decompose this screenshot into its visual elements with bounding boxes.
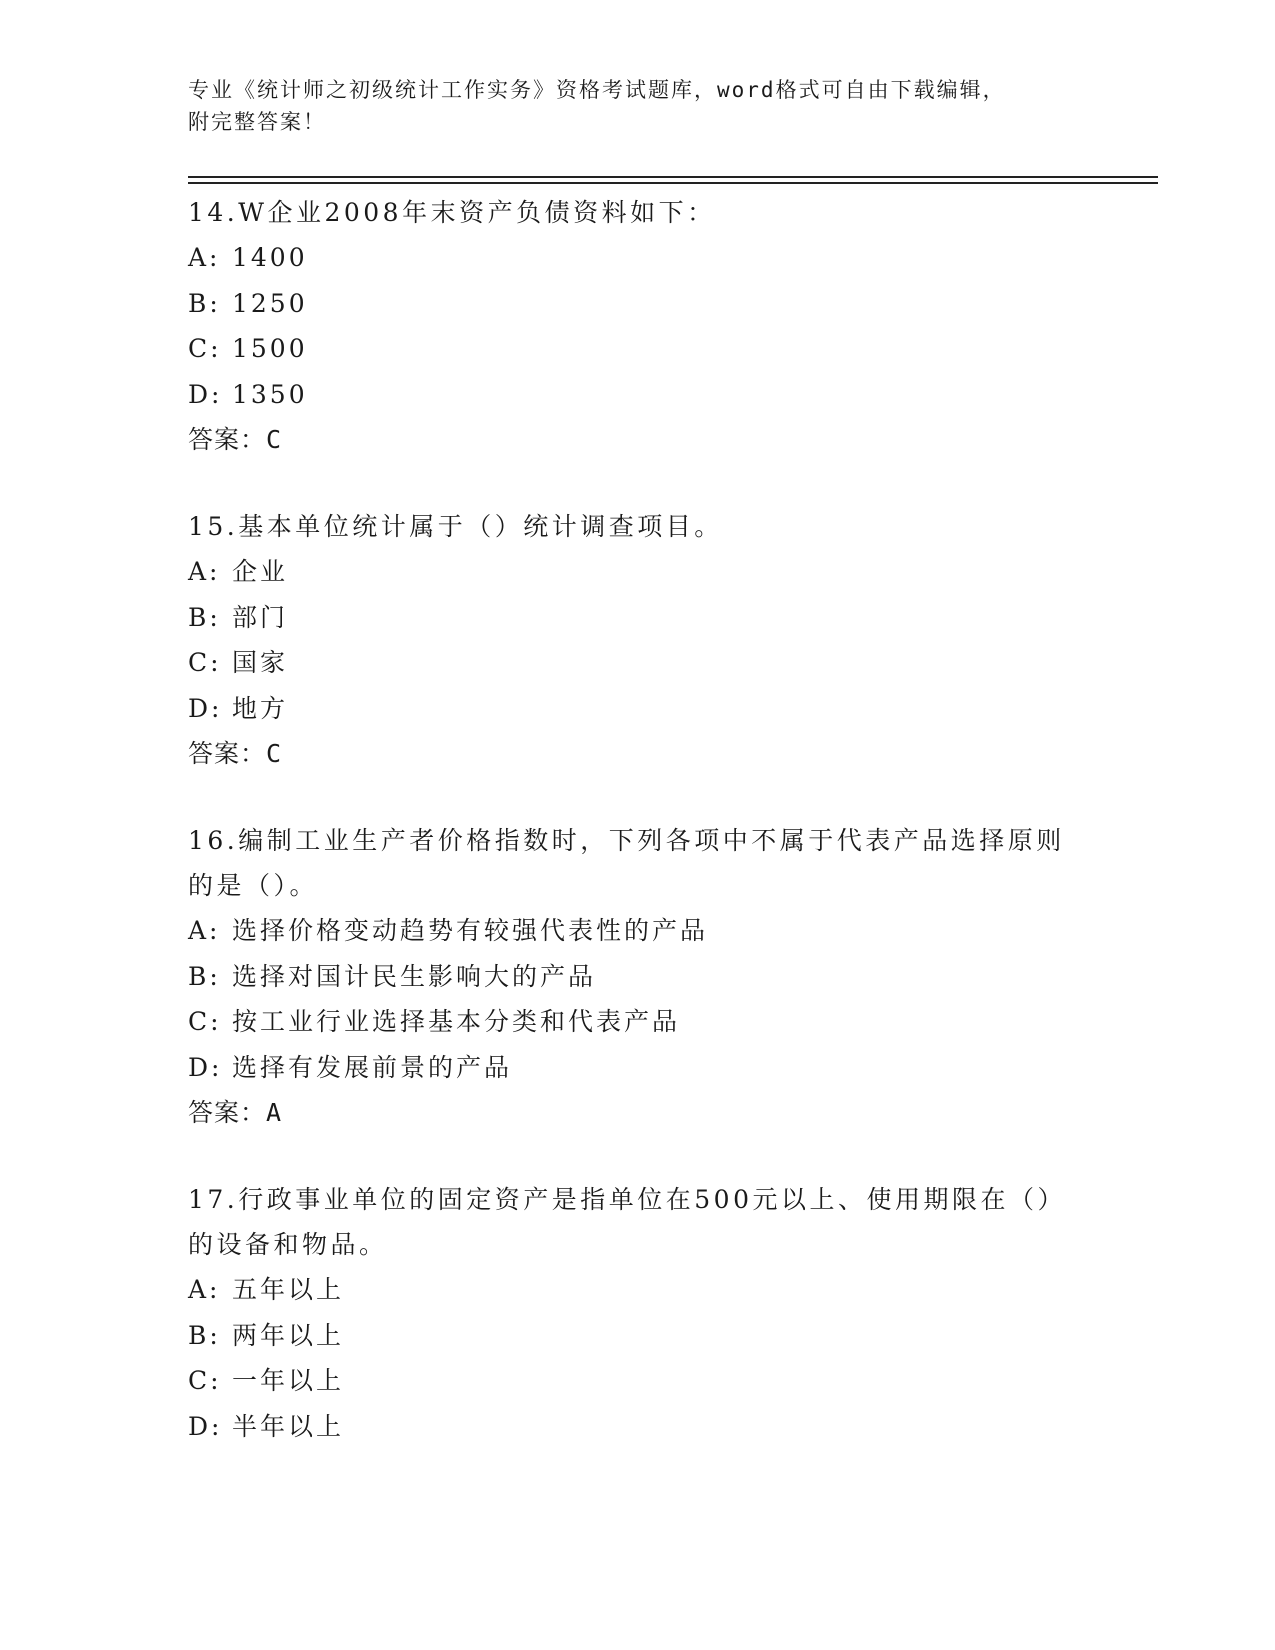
- option-b: [188, 281, 1088, 327]
- header-line-2: 附完整答案！: [188, 110, 326, 134]
- option-key: D:: [188, 1411, 223, 1441]
- option-text: 地方: [232, 693, 289, 723]
- option-text: 半年以上: [232, 1411, 345, 1441]
- option-key: D:: [188, 379, 223, 409]
- option-text: 企业: [232, 557, 289, 586]
- option-key: C:: [188, 648, 222, 677]
- option-text: 部门: [232, 602, 289, 632]
- header-line-1: 专业《统计师之初级统计工作实务》资格考试题库，word格式可自由下载编辑，: [188, 78, 1006, 102]
- option-d: [188, 372, 1088, 418]
- question-stem-line-2: 的设备和物品。: [188, 1230, 388, 1259]
- document-header: [188, 74, 1088, 138]
- option-key: C:: [188, 1366, 222, 1395]
- option-d: [188, 686, 1088, 732]
- header-divider-bottom: [188, 182, 1158, 184]
- option-key: D:: [188, 1052, 223, 1082]
- option-key: A:: [188, 557, 221, 586]
- header-divider-top: [188, 176, 1158, 178]
- option-key: C:: [188, 1007, 222, 1036]
- option-text: 国家: [232, 648, 289, 677]
- option-c: [188, 326, 1088, 372]
- option-c: [188, 1358, 1088, 1404]
- option-d: [188, 1404, 1088, 1450]
- option-text: 一年以上: [232, 1366, 345, 1395]
- question-16: [188, 818, 1088, 1135]
- question-list: [188, 190, 1088, 1491]
- option-key: B:: [188, 602, 221, 632]
- option-key: A:: [188, 916, 221, 945]
- option-b: [188, 954, 1088, 1000]
- option-text: 五年以上: [232, 1275, 345, 1304]
- answer-line: 答案：C: [188, 739, 283, 768]
- option-b: [188, 595, 1088, 641]
- option-key: A:: [188, 1275, 221, 1304]
- option-text: 选择对国计民生影响大的产品: [232, 961, 597, 991]
- option-a: [188, 908, 1088, 954]
- option-text: 1250: [232, 288, 308, 318]
- option-text: 选择有发展前景的产品: [232, 1052, 513, 1082]
- option-text: 1400: [232, 243, 308, 272]
- option-a: [188, 235, 1088, 281]
- option-a: [188, 1267, 1088, 1313]
- answer-line: 答案：C: [188, 425, 283, 454]
- answer-line: 答案：A: [188, 1098, 283, 1127]
- option-text: 选择价格变动趋势有较强代表性的产品: [232, 916, 709, 945]
- option-text: 按工业行业选择基本分类和代表产品: [232, 1007, 681, 1036]
- option-b: [188, 1313, 1088, 1359]
- option-d: [188, 1045, 1088, 1091]
- option-key: B:: [188, 1320, 221, 1350]
- question-14: [188, 190, 1088, 462]
- option-text: 1350: [232, 379, 308, 409]
- question-17: [188, 1177, 1088, 1449]
- option-text: 两年以上: [232, 1320, 345, 1350]
- option-c: [188, 640, 1088, 686]
- option-key: A:: [188, 243, 221, 272]
- question-stem-line-1: 16.编制工业生产者价格指数时，下列各项中不属于代表产品选择原则: [188, 826, 1065, 855]
- option-c: [188, 999, 1088, 1045]
- option-a: [188, 549, 1088, 595]
- question-stem-line-2: 的是（）。: [188, 871, 319, 900]
- option-key: C:: [188, 334, 222, 363]
- question-15: [188, 504, 1088, 776]
- option-key: D:: [188, 693, 223, 723]
- question-stem-line-1: 17.行政事业单位的固定资产是指单位在500元以上、使用期限在（）: [188, 1185, 1066, 1214]
- option-key: B:: [188, 961, 221, 991]
- option-key: B:: [188, 288, 221, 318]
- option-text: 1500: [232, 334, 308, 363]
- question-stem: 14.W企业2008年末资产负债资料如下：: [188, 198, 716, 227]
- question-stem: 15.基本单位统计属于（）统计调查项目。: [188, 512, 723, 541]
